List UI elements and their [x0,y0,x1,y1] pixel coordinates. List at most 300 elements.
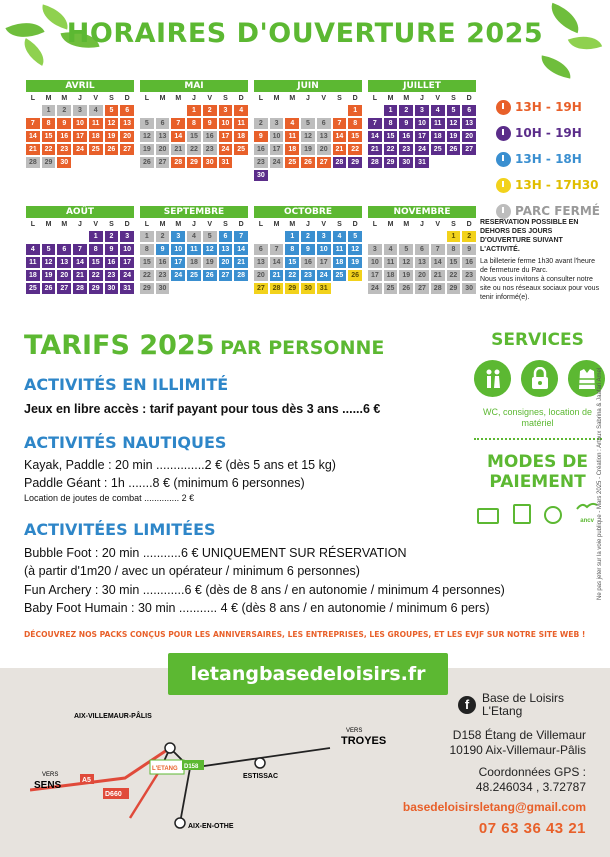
day-cell: 9 [105,244,119,255]
day-cell: 24 [171,270,185,281]
day-cell: 27 [120,144,134,155]
day-cell: 8 [384,118,398,129]
day-cell: 9 [156,244,170,255]
weekday-label: D [124,221,130,228]
day-cell: 16 [462,257,476,268]
weekday-label: J [306,221,310,228]
day-cell: 26 [105,144,119,155]
payment-icons [470,500,605,524]
day-cell: 14 [333,131,347,142]
legend-label: 13H - 18H [515,152,582,166]
day-cell: 30 [462,283,476,294]
day-cell: 10 [317,244,331,255]
gps: Coordonnées GPS : 48.246034 , 3.72787 [475,765,586,794]
weekday-label: S [109,95,114,102]
day-cell: 15 [447,257,461,268]
day-cell: 19 [447,131,461,142]
day-cell: 14 [171,131,185,142]
month-name: JUIN [254,80,362,92]
day-cell: 24 [270,157,284,168]
map-troyes: TROYES [341,735,387,747]
day-cell: 9 [203,118,217,129]
map-vers-sens: VERS [42,772,59,778]
map-aix-othe: AIX-EN-OTHE [188,823,234,830]
day-cell: 22 [348,144,362,155]
day-cell: 11 [431,118,445,129]
day-cell: 13 [57,257,71,268]
weekday-label: D [466,95,472,102]
day-cell [415,231,429,242]
day-cell: 16 [254,144,268,155]
map-aix: AIX-VILLEMAUR-PÂLIS [74,713,152,720]
day-cell: 25 [187,270,201,281]
day-cell: 17 [415,131,429,142]
day-cell: 7 [368,118,382,129]
day-cell: 1 [348,105,362,116]
day-cell: 29 [89,283,103,294]
day-cell: 12 [140,131,154,142]
day-cell: 20 [219,257,233,268]
map-estissac: ESTISSAC [243,773,279,780]
day-cell: 14 [368,131,382,142]
day-cell: 22 [447,270,461,281]
day-cell: 13 [156,131,170,142]
weekday-label: D [238,221,244,228]
day-cell: 13 [415,257,429,268]
day-cell: 1 [89,231,103,242]
day-cell: 9 [399,118,413,129]
clock-icon [496,178,511,193]
day-cell: 26 [447,144,461,155]
opening-note [480,218,604,302]
day-cell: 27 [415,283,429,294]
day-cell: 6 [156,118,170,129]
day-cell: 18 [285,144,299,155]
weekday-label: D [124,95,130,102]
day-cell: 1 [447,231,461,242]
day-cell: 1 [384,105,398,116]
day-cell: 6 [254,244,268,255]
day-cell: 3 [270,118,284,129]
day-cell: 17 [219,131,233,142]
weekday-label: M [273,221,280,228]
day-cell: 21 [234,257,248,268]
day-cell: 11 [26,257,40,268]
month-name: AOÛT [26,206,134,218]
road-othe [180,768,190,823]
day-cell: 11 [333,244,347,255]
wc-icon [474,360,511,397]
day-cell: 16 [301,257,315,268]
clock-icon [496,152,511,167]
weekday-label: S [451,95,456,102]
day-cell [368,105,382,116]
day-cell: 3 [415,105,429,116]
day-cell: 2 [462,231,476,242]
day-cell: 7 [171,118,185,129]
calendar-month [140,206,248,294]
day-cell: 12 [203,244,217,255]
day-cell: 2 [301,231,315,242]
day-cell: 4 [26,244,40,255]
day-cell: 20 [415,270,429,281]
facebook-block[interactable] [458,692,564,718]
services-icons [474,360,605,397]
weekday-label: M [159,95,166,102]
weekday-label: M [61,95,68,102]
weekday-label: J [78,95,82,102]
day-cell: 13 [317,131,331,142]
day-cell: 16 [156,257,170,268]
weekday-label: M [175,95,182,102]
day-cell: 20 [462,131,476,142]
section-nautiques-title: ACTIVITÉS NAUTIQUES [24,433,227,452]
day-cell: 7 [73,244,87,255]
day-cell [57,231,71,242]
day-cell: 3 [317,231,331,242]
day-cell: 10 [73,118,87,129]
weekday-label: S [223,95,228,102]
day-cell: 20 [57,270,71,281]
day-cell: 30 [203,157,217,168]
day-cell [254,231,268,242]
day-cell: 22 [187,144,201,155]
day-cell: 8 [447,244,461,255]
day-cell: 23 [156,270,170,281]
limitees-line-4: Baby Foot Humain : 30 min ........... 4 € (dès 8 ans / en autonomie / minimum 6 pers) [24,601,490,615]
access-map [30,708,390,848]
day-cell: 25 [384,283,398,294]
day-cell: 30 [57,157,71,168]
day-cell: 28 [368,157,382,168]
day-cell: 21 [431,270,445,281]
map-a5: A5 [82,777,91,784]
day-cell: 12 [447,118,461,129]
day-cell: 14 [431,257,445,268]
day-cell: 17 [171,257,185,268]
day-cell [317,105,331,116]
day-cell: 19 [203,257,217,268]
nautiques-line-1: Kayak, Paddle : 20 min ..............2 € (dès 5 ans et 15 kg) [24,458,336,472]
day-cell: 8 [348,118,362,129]
day-cell: 1 [42,105,56,116]
day-cell: 28 [73,283,87,294]
day-cell: 28 [431,283,445,294]
day-cell: 12 [301,131,315,142]
day-cell: 1 [140,231,154,242]
weekday-label: M [45,221,52,228]
day-cell: 4 [333,231,347,242]
weekday-label: V [321,95,327,102]
day-cell: 21 [73,270,87,281]
day-cell [42,231,56,242]
d660-road [130,770,160,818]
day-cell: 10 [219,118,233,129]
day-cell: 3 [73,105,87,116]
weekday-label: V [207,95,213,102]
day-cell: 4 [234,105,248,116]
day-cell: 29 [384,157,398,168]
day-cell: 5 [399,244,413,255]
calendar-month [368,206,476,294]
calendar-month [368,80,476,168]
day-cell: 14 [26,131,40,142]
day-cell: 16 [203,131,217,142]
day-cell: 16 [105,257,119,268]
day-cell: 17 [317,257,331,268]
calendar-month [254,80,362,181]
weekday-label: L [30,95,35,102]
day-cell: 15 [187,131,201,142]
nautiques-line-2: Paddle Géant : 1h .......8 € (minimum 6 personnes) [24,476,305,490]
weekday-label: V [93,221,99,228]
day-cell [26,231,40,242]
day-cell: 4 [285,118,299,129]
promo-text: DÉCOUVREZ NOS PACKS CONÇUS POUR LES ANNIVERSAIRES, LES ENTREPRISES, LES GROUPES, ET LES EVJF SUR NOTRE SITE WEB ! [24,630,586,639]
legend-label: 13H - 17H30 [515,178,599,192]
weekday-label: L [144,221,149,228]
day-cell [26,105,40,116]
day-cell: 31 [219,157,233,168]
day-cell: 28 [333,157,347,168]
day-cell: 24 [317,270,331,281]
day-cell: 13 [120,118,134,129]
ticket-note: La billeterie ferme 1h30 avant l'heure de fermeture du Parc. [480,258,595,274]
day-cell: 6 [462,105,476,116]
day-cell: 2 [203,105,217,116]
day-cell: 28 [234,270,248,281]
day-cell: 24 [368,283,382,294]
day-cell: 4 [187,231,201,242]
day-cell: 16 [57,131,71,142]
day-cell: 27 [317,157,331,168]
month-name: NOVEMBRE [368,206,476,218]
weekday-label: D [352,95,358,102]
day-cell: 11 [187,244,201,255]
day-cell: 30 [254,170,268,181]
day-cell: 17 [120,257,134,268]
day-cell [301,105,315,116]
weekday-label: V [435,95,441,102]
day-cell: 26 [42,283,56,294]
day-cell: 21 [171,144,185,155]
calendar-month [254,206,362,294]
day-cell: 23 [203,144,217,155]
month-name: SEPTEMBRE [140,206,248,218]
day-cell: 11 [285,131,299,142]
day-cell: 6 [415,244,429,255]
day-cell: 8 [42,118,56,129]
day-cell: 1 [285,231,299,242]
day-cell: 20 [317,144,331,155]
day-cell: 7 [431,244,445,255]
ancv-logo [576,500,598,524]
weekday-label: M [273,95,280,102]
weekday-label: J [78,221,82,228]
weekday-label: M [403,221,410,228]
day-cell: 18 [89,131,103,142]
weekday-label: J [420,221,424,228]
day-cell: 25 [285,157,299,168]
social-note: Nous vous invitons à consulter notre site ou nos réseaux sociaux pour vous tenir informé(e). [480,276,600,301]
day-cell: 20 [156,144,170,155]
day-cell: 19 [348,257,362,268]
day-cell: 7 [270,244,284,255]
day-cell: 13 [219,244,233,255]
month-name: JUILLET [368,80,476,92]
weekday-label: J [306,95,310,102]
day-cell: 18 [384,270,398,281]
day-cell: 2 [254,118,268,129]
map-d158: D158 [184,764,199,770]
day-cell: 25 [333,270,347,281]
aix-dot [165,743,175,753]
day-cell [254,105,268,116]
day-cell [399,231,413,242]
day-cell: 5 [203,231,217,242]
day-cell: 6 [219,231,233,242]
day-cell: 29 [42,157,56,168]
day-cell: 2 [105,231,119,242]
day-cell: 26 [203,270,217,281]
day-cell: 28 [26,157,40,168]
phone-link[interactable]: 07 63 36 43 21 [478,820,586,837]
day-cell: 10 [120,244,134,255]
day-cell [384,231,398,242]
day-cell: 27 [219,270,233,281]
day-cell: 19 [301,144,315,155]
day-cell: 4 [384,244,398,255]
day-cell: 14 [234,244,248,255]
day-cell [140,105,154,116]
day-cell: 18 [431,131,445,142]
day-cell: 24 [73,144,87,155]
weekday-label: V [435,221,441,228]
weekday-label: S [451,221,456,228]
legend-item [496,146,606,172]
weekday-label: M [175,221,182,228]
day-cell: 6 [57,244,71,255]
legend-item [496,172,606,198]
day-cell: 22 [42,144,56,155]
day-cell: 15 [89,257,103,268]
day-cell: 22 [89,270,103,281]
calendar-month [26,80,134,168]
day-cell [270,105,284,116]
day-cell: 25 [26,283,40,294]
day-cell: 3 [120,231,134,242]
website-link[interactable]: letangbasedeloisirs.fr [168,653,448,695]
day-cell: 6 [120,105,134,116]
day-cell: 8 [285,244,299,255]
day-cell: 12 [399,257,413,268]
email-link[interactable]: basedeloisirsletang@gmail.com [402,800,586,814]
day-cell: 9 [462,244,476,255]
month-name: MAI [140,80,248,92]
section-limitees-title: ACTIVITÉES LIMITÉES [24,520,216,539]
weekday-label: V [93,95,99,102]
reservation-note: RESERVATION POSSIBLE EN DEHORS DES JOURS D'OUVERTURE SUIVANT L'ACTIVITÉ. [480,219,579,253]
day-cell: 30 [105,283,119,294]
day-cell: 10 [171,244,185,255]
day-cell: 7 [234,231,248,242]
weekday-label: S [109,221,114,228]
day-cell [285,105,299,116]
weekday-label: L [30,221,35,228]
limitees-line-3: Fun Archery : 30 min ............6 € (dès de 8 ans / en autonomie / minimum 4 personnes) [24,583,505,597]
weekday-label: V [207,221,213,228]
day-cell: 11 [234,118,248,129]
day-cell: 21 [333,144,347,155]
day-cell: 13 [254,257,268,268]
limitees-line-1: Bubble Foot : 20 min ...........6 € UNIQUEMENT SUR RÉSERVATION [24,546,407,560]
day-cell: 19 [399,270,413,281]
clock-icon [496,126,511,141]
limitees-line-2: (à partir d'1m20 / avec un opérateur / minimum 6 personnes) [24,564,360,578]
weekday-label: L [372,221,377,228]
day-cell: 9 [254,131,268,142]
day-cell: 8 [140,244,154,255]
day-cell: 21 [26,144,40,155]
weekday-label: J [192,95,196,102]
day-cell: 9 [57,118,71,129]
weekday-label: M [289,221,296,228]
day-cell: 18 [234,131,248,142]
month-name: OCTOBRE [254,206,362,218]
day-cell [431,231,445,242]
day-cell: 2 [156,231,170,242]
day-cell: 10 [368,257,382,268]
divider [474,438,602,440]
legend-label: PARC FERMÉ [515,204,600,218]
day-cell: 17 [73,131,87,142]
day-cell: 20 [120,131,134,142]
day-cell: 12 [105,118,119,129]
day-cell: 20 [254,270,268,281]
day-cell: 5 [105,105,119,116]
weekday-label: L [144,95,149,102]
othe-dot [175,818,185,828]
weekday-label: M [387,221,394,228]
cash-icon [544,506,562,524]
weekday-label: J [192,221,196,228]
legend-label: 13H - 19H [515,100,582,114]
day-cell: 3 [219,105,233,116]
contact-name-1: Base de Loisirs [482,691,565,705]
weekday-label: M [403,95,410,102]
day-cell: 19 [42,270,56,281]
day-cell: 28 [270,283,284,294]
weekday-label: M [387,95,394,102]
day-cell: 15 [285,257,299,268]
weekday-label: S [337,221,342,228]
day-cell: 31 [415,157,429,168]
day-cell: 15 [42,131,56,142]
map-etang: L'ETANG [152,766,178,772]
calendar-month [140,80,248,168]
weekday-label: M [289,95,296,102]
day-cell: 1 [187,105,201,116]
day-cell: 23 [399,144,413,155]
day-cell: 27 [156,157,170,168]
lock-icon [521,360,558,397]
day-cell: 14 [270,257,284,268]
legend-label: 10H - 19H [515,126,582,140]
weekday-label: M [45,95,52,102]
day-cell: 26 [348,270,362,281]
day-cell: 5 [140,118,154,129]
day-cell: 29 [447,283,461,294]
